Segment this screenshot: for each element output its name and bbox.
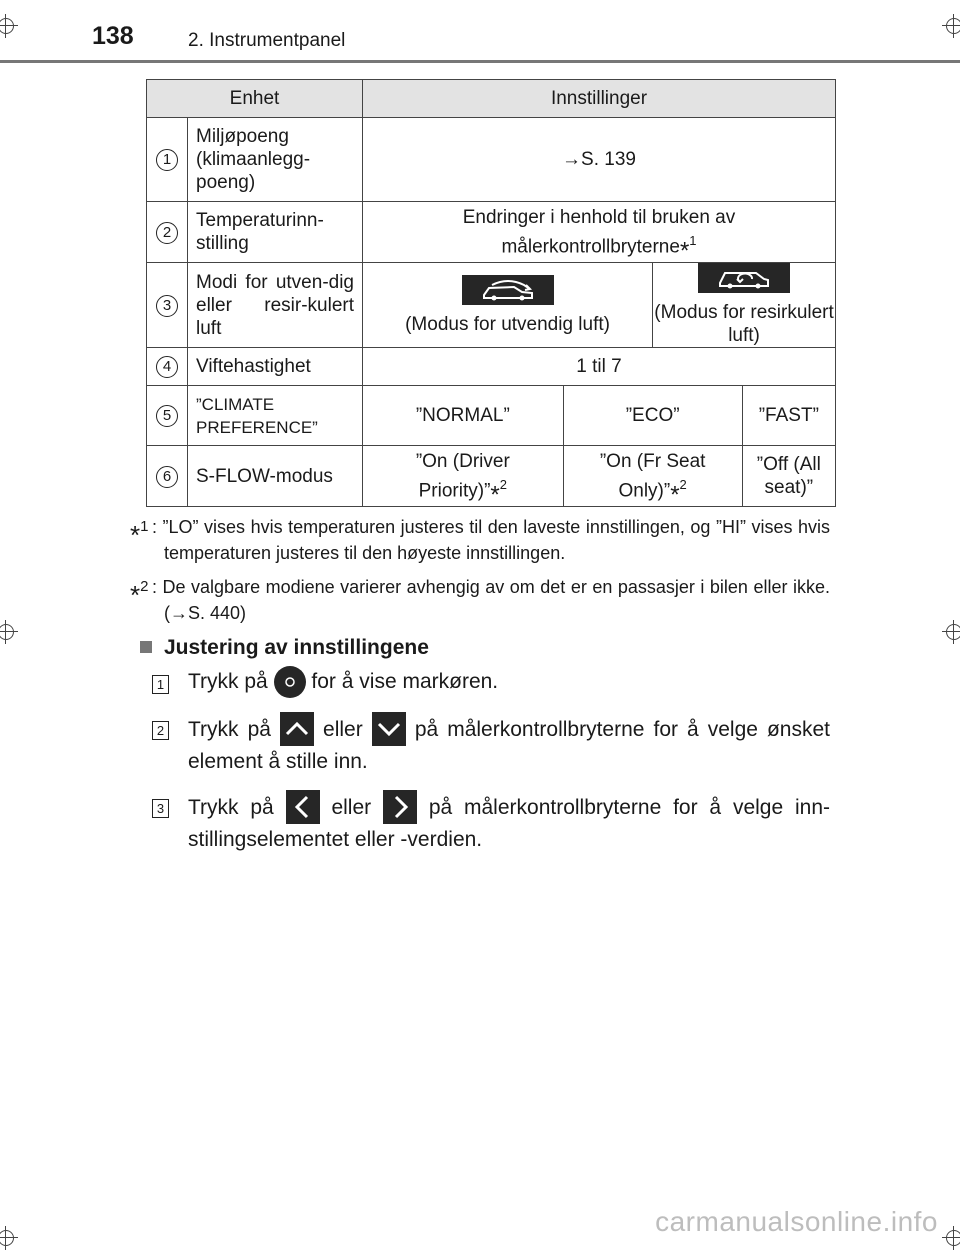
footnote-star: *: [679, 237, 690, 265]
section-heading: [140, 636, 429, 660]
row-number: 6: [156, 466, 178, 488]
page-reference[interactable]: S. 440: [188, 603, 241, 623]
row-number: 2: [156, 222, 178, 244]
right-arrow-button-icon: [383, 790, 417, 824]
value-text: Endringer i henhold til bruken av målerkontrollbryterne: [462, 206, 736, 258]
value-cell: 1 til 7: [363, 348, 836, 386]
crop-mark-mid-right: [942, 620, 960, 644]
recirculated-air-icon: [698, 263, 790, 293]
step-text: på målerkontrollbryterne for å velge ønsket element å stille inn.: [188, 718, 831, 773]
unit-cell: Temperaturinn-stilling: [188, 202, 363, 263]
outside-air-icon: [462, 275, 554, 305]
header-innstillinger: Innstillinger: [363, 80, 836, 118]
footnote-star: *: [130, 580, 141, 610]
page-number: 138: [92, 22, 134, 50]
footnote-ref: 1: [689, 232, 697, 248]
value-cell: [653, 263, 836, 348]
ok-button-icon: [274, 666, 306, 698]
table-row: [147, 446, 836, 507]
down-arrow-button-icon: [372, 712, 406, 746]
crop-mark-bottom-right: [942, 1226, 960, 1250]
value-text: ”On (Driver Priority)”: [415, 450, 510, 502]
step-text: eller: [331, 796, 372, 819]
value-cell: ”ECO”: [563, 386, 742, 446]
crop-mark-top-left: [0, 14, 18, 38]
arrow-icon: →: [562, 149, 582, 170]
row-number: 1: [156, 149, 178, 171]
table-row: [147, 386, 836, 446]
chapter-title: 2. Instrumentpanel: [188, 30, 346, 51]
unit-cell: Viftehastighet: [188, 348, 363, 386]
page-reference[interactable]: S. 139: [581, 149, 636, 170]
footnote-star: *: [670, 481, 680, 509]
section-title-text: Justering av innstillingene: [164, 636, 429, 659]
step-text: Trykk på: [188, 796, 274, 819]
table-row: [147, 348, 836, 386]
footnote-text: : De valgbare modiene varierer avhengig av om det er en passasjer i bilen eller ikke. (: [152, 577, 830, 623]
value-cell: [563, 446, 742, 507]
row-number: 4: [156, 356, 178, 378]
step-text: på målerkontrollbryterne for å velge inn-stillingselementet eller -verdien.: [188, 796, 831, 851]
crop-mark-top-right: [942, 14, 960, 38]
step-text: Trykk på: [188, 670, 268, 693]
row-number: 3: [156, 295, 178, 317]
left-arrow-button-icon: [286, 790, 320, 824]
footnote-ref: 2: [499, 476, 507, 492]
value-cell: [363, 202, 836, 263]
settings-table: [146, 79, 836, 507]
table-row: [147, 202, 836, 263]
table-row: [147, 118, 836, 202]
up-arrow-button-icon: [280, 712, 314, 746]
footnote-star: *: [130, 520, 141, 550]
step-1: [152, 666, 830, 698]
step-2: [152, 712, 830, 778]
value-cell: ”NORMAL”: [363, 386, 564, 446]
header-rule: [0, 60, 960, 63]
unit-cell: ”CLIMATE PREFERENCE”: [188, 386, 363, 446]
step-text: Trykk på: [188, 718, 271, 741]
footnote-1: [130, 514, 830, 566]
unit-cell: S-FLOW-modus: [188, 446, 363, 507]
value-cell: [363, 446, 564, 507]
mode-label-outside: (Modus for utvendig luft): [405, 313, 610, 335]
step-text: for å vise markøren.: [311, 670, 499, 693]
step-text: eller: [323, 718, 363, 741]
value-cell: ”FAST”: [742, 386, 835, 446]
unit-cell: Modi for utven-dig eller resir-kulert luft: [188, 263, 363, 348]
footnote-number: 1: [140, 518, 149, 535]
value-cell: [363, 118, 836, 202]
crop-mark-mid-left: [0, 620, 18, 644]
mode-label-recirculated: (Modus for resirkulert luft): [654, 302, 834, 346]
value-text: ”On (Fr Seat Only)”: [599, 450, 706, 502]
crop-mark-bottom-left: [0, 1226, 18, 1250]
watermark: carmanualsonline.info: [655, 1206, 938, 1237]
footnote-number: 2: [140, 578, 149, 595]
footnote-ref: 2: [679, 476, 687, 492]
header-enhet: Enhet: [147, 80, 363, 118]
table-header-row: [147, 80, 836, 118]
value-cell: ”Off (All seat)”: [742, 446, 835, 507]
value-cell: [363, 263, 653, 348]
row-number: 5: [156, 405, 178, 427]
footnote-text: : ”LO” vises hvis temperaturen justeres til den laveste innstillingen, og ”HI” vises hvis temperaturen justeres til den høyeste innstillingen.: [152, 517, 830, 563]
unit-cell: Miljøpoeng (klimaanlegg-poeng): [188, 118, 363, 202]
table-row: [147, 263, 836, 348]
footnote-text-end: ): [240, 603, 247, 623]
footnote-2: [130, 574, 830, 626]
step-number: 3: [152, 799, 169, 818]
arrow-icon: →: [170, 603, 188, 623]
square-bullet-icon: [140, 641, 152, 653]
step-3: [152, 790, 830, 856]
footnote-star: *: [490, 481, 500, 509]
step-number: 2: [152, 721, 169, 740]
step-number: 1: [152, 675, 169, 694]
